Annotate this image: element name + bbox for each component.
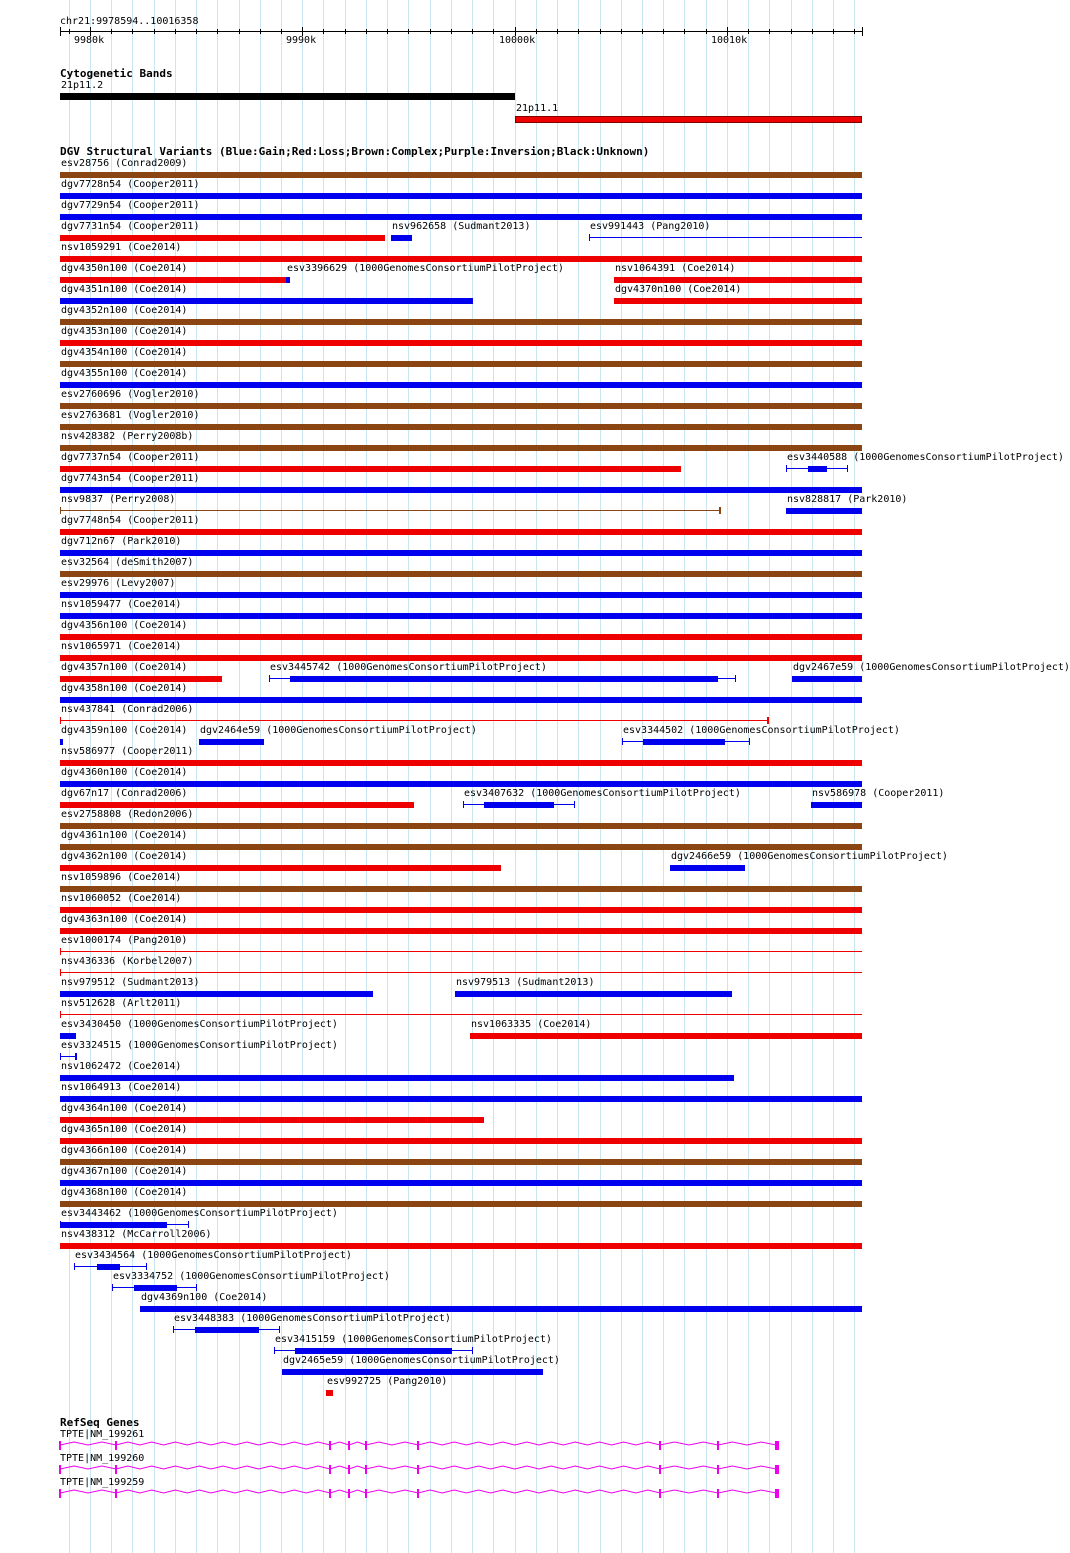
ruler-minor-tick bbox=[196, 29, 197, 34]
variant-end-tick bbox=[188, 1221, 189, 1228]
variant-end-tick bbox=[847, 465, 848, 472]
variant-bar[interactable] bbox=[60, 550, 862, 556]
transcript-intron-line bbox=[60, 1442, 776, 1445]
variant-bar[interactable] bbox=[60, 466, 681, 472]
variant-end-tick bbox=[60, 969, 61, 976]
variant-bar[interactable] bbox=[60, 760, 862, 766]
ruler-minor-tick bbox=[833, 29, 834, 34]
transcript-label: TPTE|NM_199259 bbox=[60, 1477, 145, 1488]
variant-bar[interactable] bbox=[60, 172, 862, 178]
variant-bar[interactable] bbox=[60, 676, 222, 682]
variant-label: nsv586978 (Cooper2011) bbox=[812, 788, 945, 799]
variant-label: nsv1064391 (Coe2014) bbox=[615, 263, 736, 274]
variant-end-tick bbox=[269, 675, 270, 682]
variant-end-tick bbox=[767, 717, 769, 724]
variant-label: esv3396629 (1000GenomesConsortiumPilotProject) bbox=[287, 263, 564, 274]
variant-bar[interactable] bbox=[60, 720, 768, 721]
grid-line bbox=[621, 0, 622, 1553]
variant-label: esv2758808 (Redon2006) bbox=[61, 809, 194, 820]
variant-bar[interactable] bbox=[455, 991, 732, 997]
grid-line bbox=[663, 0, 664, 1553]
transcript-exon bbox=[348, 1489, 350, 1498]
variant-label: dgv4355n100 (Coe2014) bbox=[61, 368, 188, 379]
variant-bar[interactable] bbox=[60, 487, 862, 493]
ruler-minor-tick bbox=[621, 29, 622, 34]
variant-label: esv992725 (Pang2010) bbox=[327, 1376, 448, 1387]
grid-line bbox=[684, 0, 685, 1553]
ruler-minor-tick bbox=[281, 29, 282, 34]
variant-end-tick bbox=[112, 1284, 113, 1291]
transcript-exon bbox=[115, 1489, 117, 1498]
ruler-tick-label: 10010k bbox=[711, 35, 748, 46]
variant-bar[interactable] bbox=[670, 865, 745, 871]
variant-label: esv3443462 (1000GenomesConsortiumPilotProject) bbox=[61, 1208, 338, 1219]
transcript-exon bbox=[329, 1489, 331, 1498]
variant-bar[interactable] bbox=[60, 256, 862, 262]
variant-label: dgv4370n100 (Coe2014) bbox=[615, 284, 742, 295]
transcript-exon bbox=[717, 1489, 719, 1498]
grid-line bbox=[515, 0, 516, 1553]
ruler-minor-tick bbox=[387, 29, 388, 34]
variant-bar[interactable] bbox=[60, 1014, 862, 1015]
ruler-minor-tick bbox=[260, 29, 261, 34]
grid-line bbox=[451, 0, 452, 1553]
ruler-minor-tick bbox=[69, 29, 70, 34]
variant-end-tick bbox=[279, 1326, 280, 1333]
transcript-exon bbox=[775, 1489, 779, 1498]
grid-line bbox=[642, 0, 643, 1553]
grid-line bbox=[536, 0, 537, 1553]
ruler-minor-tick bbox=[557, 29, 558, 34]
ruler-minor-tick bbox=[769, 29, 770, 34]
variant-label: nsv1063335 (Coe2014) bbox=[471, 1019, 592, 1030]
variant-bar[interactable] bbox=[60, 403, 862, 409]
variant-label: dgv4359n100 (Coe2014) bbox=[61, 725, 188, 736]
cyto-band-label: 21p11.1 bbox=[516, 103, 559, 114]
variant-bar[interactable] bbox=[60, 697, 862, 703]
variant-bar[interactable] bbox=[60, 235, 385, 241]
variant-bar[interactable] bbox=[60, 991, 373, 997]
grid-line bbox=[600, 0, 601, 1553]
transcript-exon bbox=[59, 1441, 61, 1450]
transcript-exon bbox=[775, 1465, 779, 1474]
variant-label: nsv512628 (Arlt2011) bbox=[61, 998, 182, 1009]
variant-end-tick bbox=[60, 1053, 61, 1060]
grid-line bbox=[748, 0, 749, 1553]
ruler-minor-tick bbox=[430, 29, 431, 34]
transcript-exon bbox=[115, 1441, 117, 1450]
ruler-tick-label: 9990k bbox=[286, 35, 317, 46]
variant-end-tick bbox=[196, 1284, 197, 1291]
variant-bar[interactable] bbox=[60, 382, 862, 388]
ruler-minor-tick bbox=[111, 29, 112, 34]
variant-label: dgv4361n100 (Coe2014) bbox=[61, 830, 188, 841]
variant-bar[interactable] bbox=[60, 928, 862, 934]
variant-label: nsv1064913 (Coe2014) bbox=[61, 1082, 182, 1093]
variant-end-tick bbox=[463, 801, 464, 808]
variant-bar[interactable] bbox=[195, 1327, 259, 1333]
grid-line bbox=[854, 0, 855, 1553]
variant-label: dgv4363n100 (Coe2014) bbox=[61, 914, 188, 925]
variant-bar[interactable] bbox=[60, 1033, 76, 1039]
variant-label: esv991443 (Pang2010) bbox=[590, 221, 711, 232]
cyto-band-bar[interactable] bbox=[515, 116, 862, 123]
ruler-minor-tick bbox=[663, 29, 664, 34]
transcript-exon bbox=[348, 1465, 350, 1474]
variant-label: nsv1059896 (Coe2014) bbox=[61, 872, 182, 883]
transcript-exon bbox=[348, 1441, 350, 1450]
transcript-intron-line bbox=[60, 1490, 776, 1493]
ruler-minor-tick bbox=[323, 29, 324, 34]
transcript-exon bbox=[59, 1489, 61, 1498]
variant-bar[interactable] bbox=[60, 781, 862, 787]
ruler-minor-tick bbox=[600, 29, 601, 34]
variant-bar[interactable] bbox=[60, 529, 862, 535]
variant-label: dgv4360n100 (Coe2014) bbox=[61, 767, 188, 778]
variant-label: dgv2464e59 (1000GenomesConsortiumPilotProject) bbox=[200, 725, 477, 736]
ruler-axis bbox=[60, 31, 862, 32]
variant-label: dgv4352n100 (Coe2014) bbox=[61, 305, 188, 316]
variant-end-tick bbox=[589, 234, 590, 241]
variant-bar[interactable] bbox=[60, 319, 862, 325]
ruler-minor-tick bbox=[175, 29, 176, 34]
variant-end-tick bbox=[75, 1053, 77, 1060]
variant-bar[interactable] bbox=[134, 1285, 177, 1291]
ruler-end-tick bbox=[862, 27, 863, 36]
variant-bar[interactable] bbox=[60, 571, 862, 577]
variant-label: nsv828817 (Park2010) bbox=[787, 494, 908, 505]
variant-label: esv2763681 (Vogler2010) bbox=[61, 410, 200, 421]
transcript-exon bbox=[59, 1465, 61, 1474]
grid-line bbox=[812, 0, 813, 1553]
ruler-minor-tick bbox=[536, 29, 537, 34]
variant-label: dgv4366n100 (Coe2014) bbox=[61, 1145, 188, 1156]
cyto-band-label: 21p11.2 bbox=[61, 80, 104, 91]
cyto-track-title: Cytogenetic Bands bbox=[60, 67, 173, 80]
dgv-track-title: DGV Structural Variants (Blue:Gain;Red:Loss;Brown:Complex;Purple:Inversion;Black:Unknown) bbox=[60, 145, 650, 158]
variant-bar[interactable] bbox=[60, 1117, 484, 1123]
variant-bar[interactable] bbox=[484, 802, 554, 808]
variant-label: dgv4357n100 (Coe2014) bbox=[61, 662, 188, 673]
variant-end-tick bbox=[574, 801, 575, 808]
variant-label: nsv436336 (Korbel2007) bbox=[61, 956, 194, 967]
variant-end-tick bbox=[173, 1326, 174, 1333]
variant-bar[interactable] bbox=[60, 340, 862, 346]
variant-bar[interactable] bbox=[290, 676, 718, 682]
variant-bar[interactable] bbox=[199, 739, 264, 745]
variant-end-tick bbox=[146, 1263, 147, 1270]
variant-bar[interactable] bbox=[295, 1348, 452, 1354]
ruler-minor-tick bbox=[408, 29, 409, 34]
variant-label: dgv4358n100 (Coe2014) bbox=[61, 683, 188, 694]
transcript-exon bbox=[659, 1465, 661, 1474]
genes-track-title: RefSeq Genes bbox=[60, 1416, 140, 1429]
variant-bar[interactable] bbox=[60, 592, 862, 598]
variant-end-tick bbox=[786, 465, 787, 472]
variant-bar[interactable] bbox=[589, 237, 862, 238]
variant-bar[interactable] bbox=[60, 865, 501, 871]
variant-label: nsv9837 (Perry2008) bbox=[61, 494, 176, 505]
variant-bar[interactable] bbox=[811, 802, 862, 808]
ruler-minor-tick bbox=[217, 29, 218, 34]
variant-end-tick bbox=[60, 948, 61, 955]
variant-label: nsv437841 (Conrad2006) bbox=[61, 704, 194, 715]
cyto-band-bar[interactable] bbox=[60, 93, 515, 100]
transcript-exon bbox=[329, 1465, 331, 1474]
variant-label: esv1000174 (Pang2010) bbox=[61, 935, 188, 946]
variant-end-tick bbox=[74, 1263, 75, 1270]
transcript-exon bbox=[417, 1441, 419, 1450]
region-label: chr21:9978594..10016358 bbox=[60, 16, 199, 27]
variant-label: nsv979512 (Sudmant2013) bbox=[61, 977, 200, 988]
variant-end-tick bbox=[719, 507, 721, 514]
transcript-exon bbox=[659, 1441, 661, 1450]
grid-line bbox=[706, 0, 707, 1553]
variant-end-tick bbox=[60, 1011, 61, 1018]
variant-label: dgv4368n100 (Coe2014) bbox=[61, 1187, 188, 1198]
variant-label: dgv4364n100 (Coe2014) bbox=[61, 1103, 188, 1114]
transcript-exon bbox=[417, 1489, 419, 1498]
variant-bar[interactable] bbox=[60, 739, 63, 745]
variant-label: esv3434564 (1000GenomesConsortiumPilotProject) bbox=[75, 1250, 352, 1261]
variant-bar[interactable] bbox=[60, 214, 862, 220]
variant-label: dgv4367n100 (Coe2014) bbox=[61, 1166, 188, 1177]
transcript-intron-line bbox=[60, 1466, 776, 1469]
transcript-label: TPTE|NM_199260 bbox=[60, 1453, 145, 1464]
variant-bar[interactable] bbox=[60, 1138, 862, 1144]
variant-label: nsv979513 (Sudmant2013) bbox=[456, 977, 595, 988]
variant-label: dgv712n67 (Park2010) bbox=[61, 536, 182, 547]
variant-label: dgv2467e59 (1000GenomesConsortiumPilotProject) bbox=[793, 662, 1070, 673]
variant-bar[interactable] bbox=[60, 634, 862, 640]
variant-bar[interactable] bbox=[60, 277, 288, 283]
variant-label: esv3415159 (1000GenomesConsortiumPilotProject) bbox=[275, 1334, 552, 1345]
variant-label: dgv4351n100 (Coe2014) bbox=[61, 284, 188, 295]
transcript-exon bbox=[775, 1441, 779, 1450]
variant-bar[interactable] bbox=[282, 1369, 543, 1375]
ruler-minor-tick bbox=[239, 29, 240, 34]
variant-bar[interactable] bbox=[808, 466, 827, 472]
variant-bar[interactable] bbox=[60, 510, 720, 511]
grid-line bbox=[472, 0, 473, 1553]
grid-line bbox=[727, 0, 728, 1553]
transcript-exon bbox=[717, 1465, 719, 1474]
variant-end-tick bbox=[735, 675, 736, 682]
variant-label: nsv1065971 (Coe2014) bbox=[61, 641, 182, 652]
variant-end-tick bbox=[622, 738, 623, 745]
variant-label: esv3445742 (1000GenomesConsortiumPilotProject) bbox=[270, 662, 547, 673]
variant-label: dgv2466e59 (1000GenomesConsortiumPilotProject) bbox=[671, 851, 948, 862]
variant-bar[interactable] bbox=[60, 1222, 167, 1228]
variant-bar[interactable] bbox=[60, 823, 862, 829]
variant-bar[interactable] bbox=[60, 361, 862, 367]
variant-label: nsv962658 (Sudmant2013) bbox=[392, 221, 531, 232]
grid-line bbox=[557, 0, 558, 1553]
variant-label: dgv4354n100 (Coe2014) bbox=[61, 347, 188, 358]
variant-label: esv2760696 (Vogler2010) bbox=[61, 389, 200, 400]
ruler-minor-tick bbox=[493, 29, 494, 34]
ruler-minor-tick bbox=[451, 29, 452, 34]
variant-bar[interactable] bbox=[60, 1201, 862, 1207]
variant-bar[interactable] bbox=[470, 1033, 862, 1039]
variant-bar[interactable] bbox=[60, 424, 862, 430]
variant-bar[interactable] bbox=[60, 298, 473, 304]
variant-bar[interactable] bbox=[97, 1264, 120, 1270]
ruler-minor-tick bbox=[578, 29, 579, 34]
variant-bar[interactable] bbox=[391, 235, 412, 241]
variant-bar[interactable] bbox=[614, 277, 862, 283]
variant-label: dgv2465e59 (1000GenomesConsortiumPilotProject) bbox=[283, 1355, 560, 1366]
transcript-exon bbox=[717, 1441, 719, 1450]
variant-label: esv3407632 (1000GenomesConsortiumPilotProject) bbox=[464, 788, 741, 799]
variant-label: dgv7731n54 (Cooper2011) bbox=[61, 221, 200, 232]
grid-line bbox=[578, 0, 579, 1553]
variant-label: dgv4365n100 (Coe2014) bbox=[61, 1124, 188, 1135]
variant-bar[interactable] bbox=[60, 1096, 862, 1102]
variant-bar[interactable] bbox=[60, 886, 862, 892]
variant-label: esv3430450 (1000GenomesConsortiumPilotProject) bbox=[61, 1019, 338, 1030]
variant-label: dgv4353n100 (Coe2014) bbox=[61, 326, 188, 337]
variant-label: esv3440588 (1000GenomesConsortiumPilotProject) bbox=[787, 452, 1064, 463]
variant-label: nsv1060052 (Coe2014) bbox=[61, 893, 182, 904]
variant-bar[interactable] bbox=[60, 1075, 734, 1081]
ruler-minor-tick bbox=[748, 29, 749, 34]
variant-label: esv3344502 (1000GenomesConsortiumPilotProject) bbox=[623, 725, 900, 736]
variant-bar[interactable] bbox=[60, 951, 862, 952]
variant-label: nsv1059477 (Coe2014) bbox=[61, 599, 182, 610]
variant-label: dgv4369n100 (Coe2014) bbox=[141, 1292, 268, 1303]
grid-line bbox=[833, 0, 834, 1553]
ruler-tick-label: 10000k bbox=[499, 35, 536, 46]
variant-bar[interactable] bbox=[60, 907, 862, 913]
ruler-minor-tick bbox=[706, 29, 707, 34]
variant-label: esv3334752 (1000GenomesConsortiumPilotProject) bbox=[113, 1271, 390, 1282]
variant-bar[interactable] bbox=[60, 655, 862, 661]
ruler-end-tick bbox=[60, 27, 61, 36]
variant-label: nsv1062472 (Coe2014) bbox=[61, 1061, 182, 1072]
ruler-minor-tick bbox=[642, 29, 643, 34]
transcript-label: TPTE|NM_199261 bbox=[60, 1429, 145, 1440]
grid-line bbox=[769, 0, 770, 1553]
variant-label: dgv7729n54 (Cooper2011) bbox=[61, 200, 200, 211]
variant-bar[interactable] bbox=[60, 1180, 862, 1186]
variant-bar[interactable] bbox=[60, 1159, 862, 1165]
variant-label: esv3324515 (1000GenomesConsortiumPilotProject) bbox=[61, 1040, 338, 1051]
variant-label: dgv4362n100 (Coe2014) bbox=[61, 851, 188, 862]
variant-bar[interactable] bbox=[792, 676, 862, 682]
variant-end-tick bbox=[60, 507, 61, 514]
variant-label: esv28756 (Conrad2009) bbox=[61, 158, 188, 169]
ruler-minor-tick bbox=[684, 29, 685, 34]
transcript-exon bbox=[659, 1489, 661, 1498]
ruler-minor-tick bbox=[345, 29, 346, 34]
variant-bar[interactable] bbox=[60, 844, 862, 850]
variant-label: esv32564 (deSmith2007) bbox=[61, 557, 194, 568]
variant-end-tick bbox=[472, 1347, 473, 1354]
variant-label: dgv4350n100 (Coe2014) bbox=[61, 263, 188, 274]
variant-bar[interactable] bbox=[786, 508, 862, 514]
variant-bar[interactable] bbox=[60, 613, 862, 619]
variant-label: nsv586977 (Cooper2011) bbox=[61, 746, 194, 757]
variant-label: dgv67n17 (Conrad2006) bbox=[61, 788, 188, 799]
variant-end-tick bbox=[60, 717, 61, 724]
ruler-tick-label: 9980k bbox=[74, 35, 105, 46]
variant-bar[interactable] bbox=[643, 739, 725, 745]
variant-label: dgv7728n54 (Cooper2011) bbox=[61, 179, 200, 190]
transcript-exon bbox=[417, 1465, 419, 1474]
grid-line bbox=[493, 0, 494, 1553]
variant-label: esv3448383 (1000GenomesConsortiumPilotProject) bbox=[174, 1313, 451, 1324]
variant-label: dgv7748n54 (Cooper2011) bbox=[61, 515, 200, 526]
variant-bar[interactable] bbox=[286, 277, 290, 283]
ruler-minor-tick bbox=[154, 29, 155, 34]
variant-label: nsv428382 (Perry2008b) bbox=[61, 431, 194, 442]
variant-label: esv29976 (Levy2007) bbox=[61, 578, 176, 589]
variant-end-tick bbox=[749, 738, 750, 745]
variant-label: dgv7743n54 (Cooper2011) bbox=[61, 473, 200, 484]
variant-bar[interactable] bbox=[326, 1390, 333, 1396]
variant-bar[interactable] bbox=[60, 193, 862, 199]
variant-end-tick bbox=[274, 1347, 275, 1354]
variant-bar[interactable] bbox=[60, 445, 862, 451]
variant-bar[interactable] bbox=[60, 972, 862, 973]
variant-label: dgv7737n54 (Cooper2011) bbox=[61, 452, 200, 463]
ruler-minor-tick bbox=[132, 29, 133, 34]
ruler-minor-tick bbox=[854, 29, 855, 34]
ruler-minor-tick bbox=[812, 29, 813, 34]
ruler-minor-tick bbox=[366, 29, 367, 34]
variant-bar[interactable] bbox=[614, 298, 862, 304]
variant-bar[interactable] bbox=[140, 1306, 862, 1312]
transcript-exon bbox=[115, 1465, 117, 1474]
grid-line bbox=[791, 0, 792, 1553]
transcript-exon bbox=[329, 1441, 331, 1450]
variant-label: nsv438312 (McCarroll2006) bbox=[61, 1229, 212, 1240]
variant-label: nsv1059291 (Coe2014) bbox=[61, 242, 182, 253]
ruler-minor-tick bbox=[791, 29, 792, 34]
ruler-minor-tick bbox=[472, 29, 473, 34]
variant-bar[interactable] bbox=[60, 1056, 76, 1057]
variant-label: dgv4356n100 (Coe2014) bbox=[61, 620, 188, 631]
variant-bar[interactable] bbox=[60, 1243, 862, 1249]
variant-bar[interactable] bbox=[60, 802, 414, 808]
